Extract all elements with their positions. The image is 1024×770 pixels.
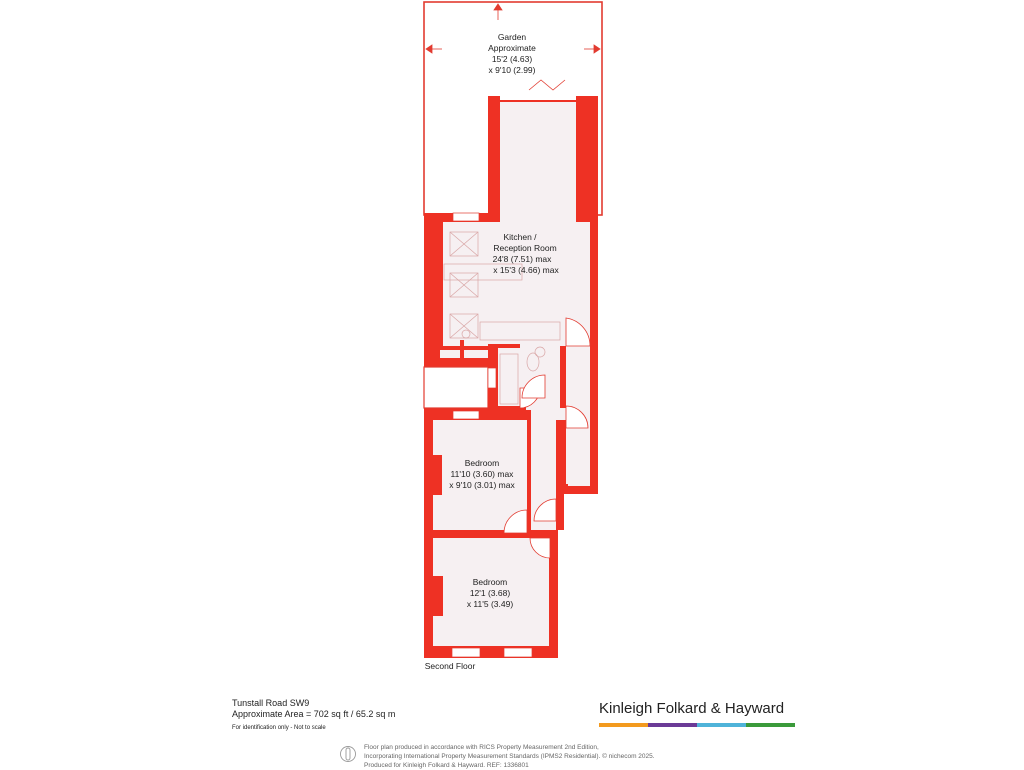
brand-bar-blue <box>697 723 746 727</box>
cupboard-floor <box>566 428 588 484</box>
bedroom2-dim1: 12'1 (3.68) <box>469 588 511 598</box>
exterior-notch <box>424 367 488 408</box>
credits-line-1: Floor plan produced in accordance with RICS Property Measurement 2nd Edition, <box>364 744 599 751</box>
bedroom2-label <box>467 577 514 609</box>
property-area: Approximate Area = 702 sq ft / 65.2 sq m <box>232 709 396 719</box>
bedroom1-dim2: x 9'10 (3.01) max <box>449 480 515 490</box>
garden-name: Garden <box>497 32 527 42</box>
credits-line-2: Incorporating International Property Measurement Standards (IPMS2 Residential). © nichecom 2025. <box>364 753 655 760</box>
brand-bar-orange <box>599 723 648 727</box>
bedroom2-dim2: x 11'5 (3.49) <box>466 599 514 609</box>
property-address: Tunstall Road SW9 <box>232 698 310 708</box>
garden-dim1: 15'2 (4.63) <box>491 54 533 64</box>
garden-dim2: x 9'10 (2.99) <box>488 65 536 75</box>
brand-bar-green <box>746 723 795 727</box>
kitchen-name2: Reception Room <box>493 243 557 253</box>
brand-bar-purple <box>648 723 697 727</box>
kitchen-name: Kitchen / <box>503 232 537 242</box>
kitchen-dim2: x 15'3 (4.66) max <box>493 265 559 275</box>
kitchen-dim1: 24'8 (7.51) max <box>492 254 552 264</box>
brand-logo <box>599 700 795 727</box>
property-disclaimer: For identification only - Not to scale <box>232 725 326 731</box>
brand-name: Kinleigh Folkard & Hayward <box>599 700 785 717</box>
nichecom-icon <box>340 743 356 765</box>
brand-color-bar <box>599 723 795 727</box>
bedroom1-name: Bedroom <box>464 458 500 468</box>
garden-approx: Approximate <box>488 43 536 53</box>
bedroom1-dim1: 11'10 (3.60) max <box>450 469 514 479</box>
bedroom2-name: Bedroom <box>472 577 508 587</box>
floor-label: Second Floor <box>424 661 476 671</box>
credits-line-3: Produced for Kinleigh Folkard & Hayward. REF: 1336801 <box>364 762 529 769</box>
property-info <box>232 698 395 731</box>
